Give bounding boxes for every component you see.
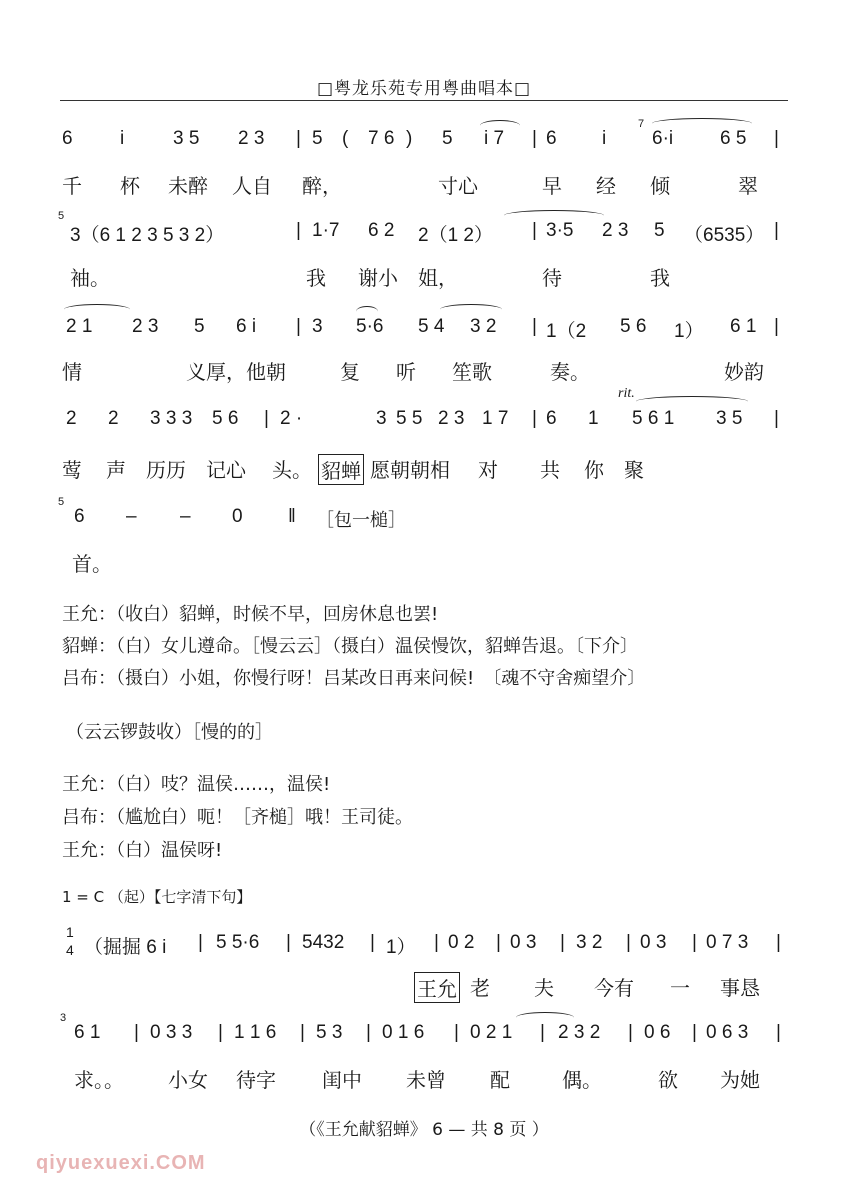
grace-note: 5: [58, 210, 65, 222]
lyric: 千: [62, 174, 82, 198]
lyric: 首。: [72, 552, 112, 576]
note: 0: [232, 506, 243, 527]
role-tag: 貂蝉: [318, 454, 364, 485]
barline: |: [532, 408, 537, 429]
note: 6 1: [730, 316, 757, 337]
note: 5432: [302, 932, 345, 953]
barline: |: [296, 220, 301, 241]
note: 1 7: [482, 408, 509, 429]
ritardando-mark: rit.: [618, 386, 635, 401]
site-watermark: qiyuexuexi.COM: [36, 1152, 206, 1174]
note: 6·i: [652, 128, 674, 149]
note: 7 6: [368, 128, 395, 149]
grace-note: 5: [58, 496, 65, 508]
score2-lyric-row-1: [40, 972, 800, 1002]
note: i: [120, 128, 125, 149]
lyric: 偶。: [562, 1068, 602, 1092]
barline: |: [532, 316, 537, 337]
lyric: 夫: [534, 976, 554, 1000]
lyric: 人自: [232, 174, 272, 198]
note: 1·7: [312, 220, 340, 241]
lyric: 早: [542, 174, 562, 198]
slur: [652, 118, 752, 129]
lyric: 对: [478, 458, 498, 482]
barline: |: [540, 1022, 545, 1043]
dialogue-line: 吕布：（摄白）小姐，你慢行呀！吕某改日再来问候! 〔魂不守舍痴望介〕: [62, 668, 646, 689]
lyric: 声: [106, 458, 126, 482]
note: 6: [546, 408, 557, 429]
lyric-row-4: [40, 454, 800, 484]
lyric: 我: [306, 266, 326, 290]
lyric: 未醉: [168, 174, 208, 198]
note: 3（6 1 2 3 5 3 2）: [70, 225, 225, 246]
lyric: 谢小: [358, 266, 398, 290]
dialogue-line: 王允：（白）温侯呀!: [62, 840, 223, 861]
lyric: 经: [596, 174, 616, 198]
lyric: 小女: [168, 1068, 208, 1092]
barline: |: [454, 1022, 459, 1043]
lyric: 袖。: [70, 266, 110, 290]
score2-row-2: [40, 1012, 800, 1052]
lyric: 一: [670, 976, 690, 1000]
barline: |: [692, 1022, 697, 1043]
note: 6: [546, 128, 557, 149]
lyric: 笙歌: [452, 360, 492, 384]
note: 3 2: [576, 932, 603, 953]
lyric: 头。: [272, 458, 312, 482]
note: 0 6 3: [706, 1022, 749, 1043]
score2-lyric-row-2: [40, 1064, 800, 1094]
slur: [480, 120, 520, 131]
barline: |: [434, 932, 439, 953]
lyric: 情: [62, 360, 82, 384]
note: 2: [66, 408, 77, 429]
note: 3 5: [716, 408, 743, 429]
lyric-row-5: [40, 548, 800, 578]
barline: |: [370, 932, 375, 953]
role-tag: 王允: [414, 972, 460, 1003]
slur: [516, 1012, 574, 1023]
barline: |: [496, 932, 501, 953]
barline: |: [774, 408, 779, 429]
note: 3 2: [470, 316, 497, 337]
lyric: 聚: [624, 458, 644, 482]
header-rule: [60, 100, 788, 101]
note: 0 2 1: [470, 1022, 513, 1043]
note: i 7: [484, 128, 505, 149]
lyric: 复: [340, 360, 360, 384]
note: 6 i: [236, 316, 257, 337]
grace-note: 7: [638, 118, 645, 130]
score2-row-1: [40, 924, 800, 962]
note: 3: [312, 316, 323, 337]
note: 6 2: [368, 220, 395, 241]
barline: |: [134, 1022, 139, 1043]
note: 2 3: [238, 128, 265, 149]
note: 6 1: [74, 1022, 101, 1043]
note: 5 6 1: [632, 408, 675, 429]
page-footer: （《王允献貂蝉》 6 — 共 8 页 ）: [299, 1120, 549, 1140]
note: 1 1 6: [234, 1022, 277, 1043]
note: 2: [108, 408, 119, 429]
lyric: 欲: [658, 1068, 678, 1092]
slur: [440, 304, 502, 315]
grace-note: 3: [60, 1012, 67, 1024]
lyric: 记心: [206, 458, 246, 482]
note: 1: [588, 408, 599, 429]
note: 6: [62, 128, 73, 149]
lyric: 未曾: [406, 1068, 446, 1092]
lyric: 待字: [236, 1068, 276, 1092]
note: i: [602, 128, 607, 149]
barline: |: [532, 128, 537, 149]
dialogue-line: 王允：（白）吱？温侯……，温侯!: [62, 774, 331, 795]
note: 3·5: [546, 220, 574, 241]
lyric: 为她: [720, 1068, 760, 1092]
lyric-row-3: [40, 356, 800, 386]
note: (: [342, 128, 349, 149]
lyric: 姐，: [418, 266, 458, 290]
lyric: 老: [470, 976, 490, 1000]
note: 2 3: [602, 220, 629, 241]
note: 2 3: [132, 316, 159, 337]
lyric: 杯: [120, 174, 140, 198]
lyric: 醉，: [302, 174, 342, 198]
score-row-4: [40, 408, 800, 438]
note: 1（2: [546, 321, 587, 342]
note: 0 1 6: [382, 1022, 425, 1043]
stage-direction: （云云锣鼓收）［慢的的］: [66, 722, 273, 743]
note: 6: [74, 506, 85, 527]
note: 6 5: [720, 128, 747, 149]
note: 2（1 2）: [418, 225, 493, 246]
lyric: 愿朝朝相: [370, 458, 450, 482]
note: 5 5·6: [216, 932, 260, 953]
lyric: 求。。: [74, 1068, 124, 1092]
lyric: 我: [650, 266, 670, 290]
percussion-cue: ［包一槌］: [316, 510, 406, 531]
lyric: 待: [542, 266, 562, 290]
barline: |: [532, 220, 537, 241]
lyric: 莺: [62, 458, 82, 482]
note: 2 ·: [280, 408, 303, 429]
barline: |: [264, 408, 269, 429]
note: 2 3 2: [558, 1022, 601, 1043]
note: 3 5: [173, 128, 200, 149]
lyric: 听: [396, 360, 416, 384]
note: 0 3: [510, 932, 537, 953]
lyric: 共: [540, 458, 560, 482]
note: 1）: [674, 321, 704, 342]
note: 5·6: [356, 316, 384, 337]
barline: |: [774, 220, 779, 241]
barline: |: [198, 932, 203, 953]
slur: [64, 304, 130, 315]
note: 5: [654, 220, 665, 241]
dialogue-line: 貂蝉：（白）女儿遵命。［慢云云］（摄白）温侯慢饮，貂蝉告退。〔下介〕: [62, 636, 638, 657]
time-sig-top: 1: [66, 924, 74, 940]
lyric: 配: [490, 1068, 510, 1092]
lyric: 妙韵: [724, 360, 764, 384]
note: 5: [194, 316, 205, 337]
note: （6535）: [684, 225, 765, 246]
lyric-row-2: [40, 262, 800, 292]
lyric: 寸心: [438, 174, 478, 198]
barline: |: [296, 128, 301, 149]
time-sig-bottom: 4: [66, 942, 74, 958]
note: 5 6: [620, 316, 647, 337]
dash: –: [180, 506, 191, 527]
barline: |: [628, 1022, 633, 1043]
dialogue-line: 王允：（收白）貂蝉，时候不早，回房休息也罢!: [62, 604, 439, 625]
barline: |: [296, 316, 301, 337]
lyric: 翠: [738, 174, 758, 198]
lyric: 历历: [146, 458, 186, 482]
lyric: 闺中: [322, 1068, 362, 1092]
note: 2 1: [66, 316, 93, 337]
score-row-2: [40, 210, 800, 250]
slur: [636, 396, 748, 407]
note: 0 3 3: [150, 1022, 193, 1043]
note: 3: [376, 408, 387, 429]
lyric: 倾: [650, 174, 670, 198]
dash: –: [126, 506, 137, 527]
note: 2 3: [438, 408, 465, 429]
note: ): [406, 128, 413, 149]
note: 0 3: [640, 932, 667, 953]
key-signature: 1 = C （起）【七字清下句】: [62, 888, 252, 906]
note: 1）: [386, 937, 416, 958]
final-barline: ‖: [288, 506, 296, 527]
slur: [356, 306, 378, 317]
note: 5 5: [396, 408, 423, 429]
note: 5: [312, 128, 323, 149]
barline: |: [774, 316, 779, 337]
note: 5 4: [418, 316, 445, 337]
barline: |: [286, 932, 291, 953]
note: （掘掘 6 i: [84, 937, 167, 958]
lyric: 事恳: [720, 976, 760, 1000]
dialogue-line: 吕布：（尴尬白）呃！［齐槌］哦！王司徒。: [62, 807, 413, 828]
page-header: □粤龙乐苑专用粤曲唱本□: [316, 79, 532, 99]
barline: |: [300, 1022, 305, 1043]
barline: |: [218, 1022, 223, 1043]
note: 5 3: [316, 1022, 343, 1043]
note: 5: [442, 128, 453, 149]
note: 0 6: [644, 1022, 671, 1043]
lyric: 你: [584, 458, 604, 482]
lyric: 今有: [594, 976, 634, 1000]
barline: |: [560, 932, 565, 953]
lyric: 义厚，他朝: [186, 360, 286, 384]
score-row-1: [40, 118, 800, 158]
barline: |: [626, 932, 631, 953]
barline: |: [776, 1022, 781, 1043]
barline: |: [774, 128, 779, 149]
lyric: 奏。: [550, 360, 590, 384]
barline: |: [776, 932, 781, 953]
barline: |: [366, 1022, 371, 1043]
lyric-row-1: [40, 170, 800, 200]
barline: |: [692, 932, 697, 953]
note: 3 3 3: [150, 408, 193, 429]
slur: [504, 210, 604, 221]
note: 0 2: [448, 932, 475, 953]
score-row-3: [40, 316, 800, 346]
score-row-5: [40, 496, 800, 536]
note: 0 7 3: [706, 932, 749, 953]
note: 5 6: [212, 408, 239, 429]
